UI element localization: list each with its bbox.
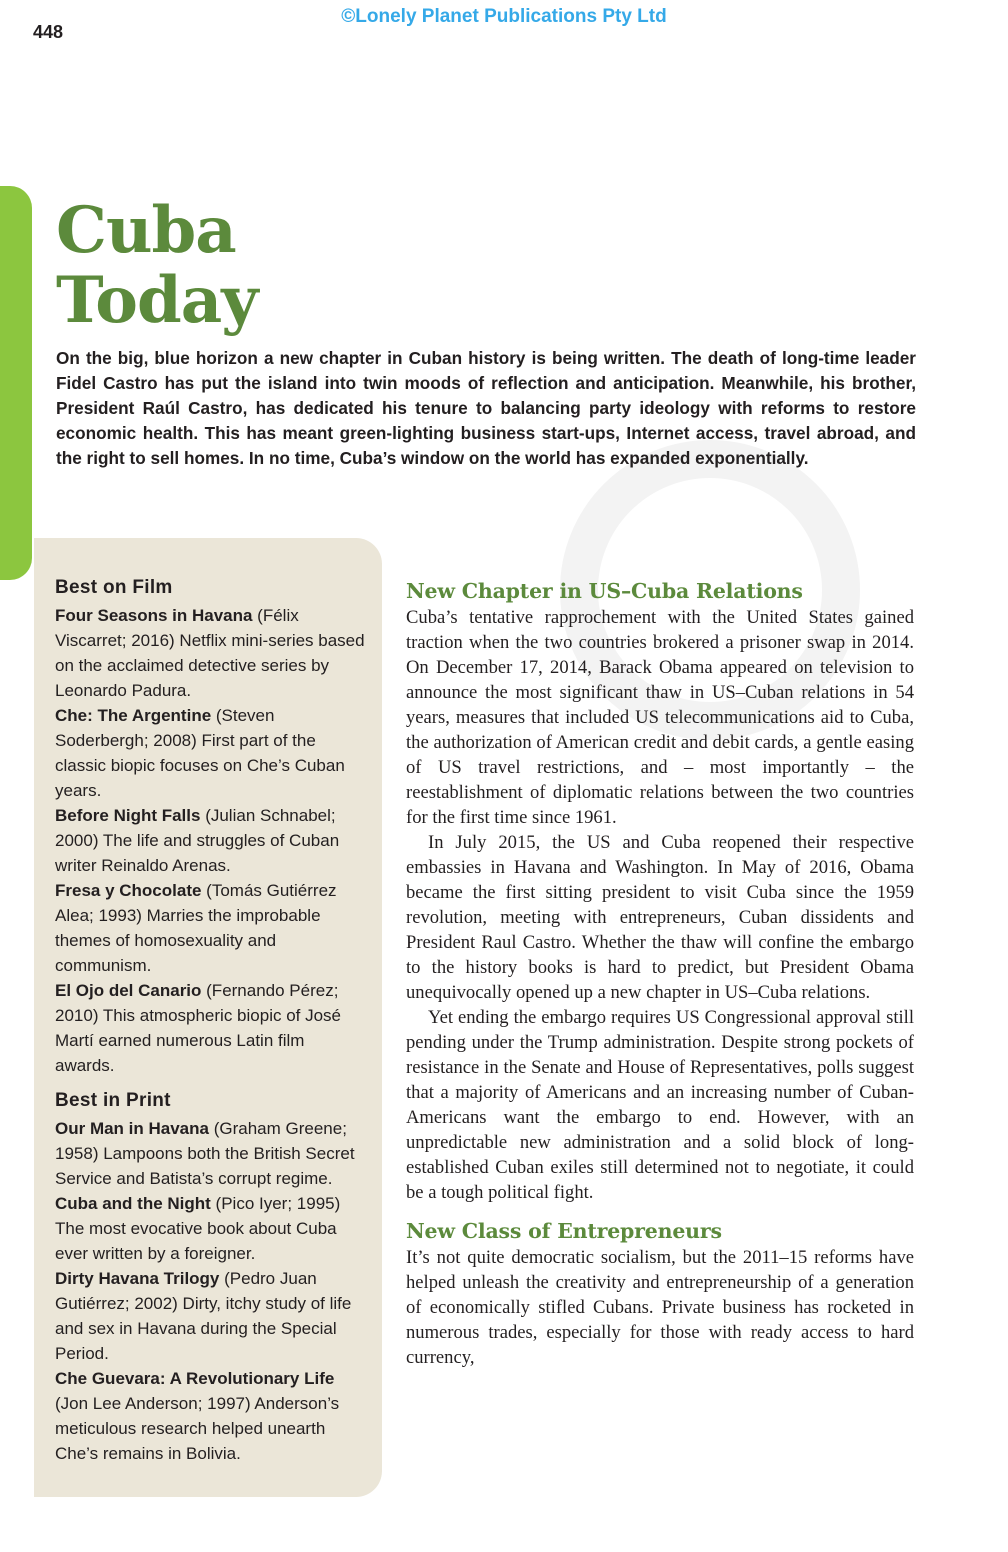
film-title: Fresa y Chocolate (55, 881, 202, 900)
body-paragraph: Cuba’s tentative rapprochement with the United States gained traction when the two countries brokered a prisoner swap in 2014. On December 17, 2014, Barack Obama appeared on television to announce the most significant thaw in US–Cuban relations in 54 years, measures that included US telecommunications aid to Cuba, the authorization of American credit and debit cards, a gentle easing of US travel restrictions, and – most importantly – the reestablishment of diplomatic relations between the two countries for the first time since 1961. (406, 607, 914, 828)
sidebar-box (34, 538, 382, 1497)
print-list (55, 1116, 366, 1466)
body-paragraph: Yet ending the embargo requires US Congressional approval still pending under the Trump administration. Despite strong pockets of resistance in the Senate and House of Representatives, polls suggest that a majority of Americans and an increasing number of Cuban-Americans want the embargo to end. However, with an unpredictable new administration and a solid block of long-established Cuban exiles still determined not to negotiate, it could be a tough political fight. (406, 1007, 914, 1203)
book-description: (Pedro Juan Gutiérrez; 2002) Dirty, itchy study of life and sex in Havana during the Special Period. (55, 1269, 352, 1363)
body-paragraph: It’s not quite democratic socialism, but the 2011–15 reforms have helped unleash the creativity and entrepreneurship of a generation of economically stifled Cubans. Private business has rocketed in numerous trades, especially for those with ready access to hard currency, (406, 1247, 914, 1368)
book-title: Che Guevara: A Revolutionary Life (55, 1369, 335, 1388)
book-entry (55, 1366, 366, 1466)
film-description: (Félix Viscarret; 2016) Netflix mini-series based on the acclaimed detective series by Leonardo Padura. (55, 606, 365, 700)
chapter-title-line2: Today (56, 263, 258, 338)
book-title: Cuba and the Night (55, 1194, 211, 1213)
book-title: Dirty Havana Trilogy (55, 1269, 220, 1288)
section-heading-us-cuba-relations: New Chapter in US–Cuba Relations (406, 579, 803, 603)
film-title: El Ojo del Canario (55, 981, 202, 1000)
film-entry (55, 878, 366, 978)
chapter-tab-marker (0, 186, 32, 580)
chapter-title (56, 193, 258, 338)
film-list (55, 603, 366, 1078)
book-description: (Jon Lee Anderson; 1997) Anderson’s meticulous research helped unearth Che’s remains in Bolivia. (55, 1394, 340, 1463)
film-entry (55, 703, 366, 803)
film-entry (55, 603, 366, 703)
book-entry (55, 1191, 366, 1266)
section-heading-entrepreneurs: New Class of Entrepreneurs (406, 1219, 722, 1243)
film-description: (Steven Soderbergh; 2008) First part of the classic biopic focuses on Che’s Cuban years. (55, 706, 345, 800)
page-number: 448 (33, 22, 64, 42)
film-title: Before Night Falls (55, 806, 201, 825)
body-paragraph: In July 2015, the US and Cuba reopened their respective embassies in Havana and Washington. In May of 2016, Obama became the first sitting president to visit Cuba since the 1959 revolution, meeting with entrepreneurs, Cuban dissidents and President Raul Castro. Whether the thaw will confine the embargo to the history books is hard to predict, but President Obama unequivocally opened up a new chapter in US–Cuba relations. (406, 832, 914, 1003)
chapter-title-line1: Cuba (56, 193, 236, 268)
film-title: Che: The Argentine (55, 706, 212, 725)
book-description: (Pico Iyer; 1995) The most evocative book about Cuba ever written by a foreigner. (55, 1194, 341, 1263)
book-entry (55, 1266, 366, 1366)
film-description: (Tomás Gutiérrez Alea; 1993) Marries the improbable themes of homosexuality and communism. (55, 881, 337, 975)
book-description: (Graham Greene; 1958) Lampoons both the British Secret Service and Batista’s corrupt regime. (55, 1119, 355, 1188)
main-column (406, 577, 914, 1370)
film-title: Four Seasons in Havana (55, 606, 253, 625)
film-entry (55, 803, 366, 878)
film-entry (55, 978, 366, 1078)
copyright-notice: ©Lonely Planet Publications Pty Ltd (341, 6, 667, 27)
book-entry (55, 1116, 366, 1191)
sidebar-heading-film: Best on Film (55, 577, 173, 598)
film-description: (Fernando Pérez; 2010) This atmospheric biopic of José Martí earned numerous Latin film awards. (55, 981, 342, 1075)
intro-paragraph: On the big, blue horizon a new chapter in Cuban history is being written. The death of long-time leader Fidel Castro has put the island into twin moods of reflection and anticipation. Meanwhile, his brother, President Raúl Castro, has dedicated his tenure to balancing party ideology with reforms to restore economic health. This has meant green-lighting business start-ups, Internet access, travel abroad, and the right to sell homes. In no time, Cuba’s window on the world has expanded exponentially. (56, 348, 916, 468)
book-title: Our Man in Havana (55, 1119, 209, 1138)
film-description: (Julian Schnabel; 2000) The life and struggles of Cuban writer Reinaldo Arenas. (55, 806, 340, 875)
sidebar-heading-print: Best in Print (55, 1090, 171, 1111)
